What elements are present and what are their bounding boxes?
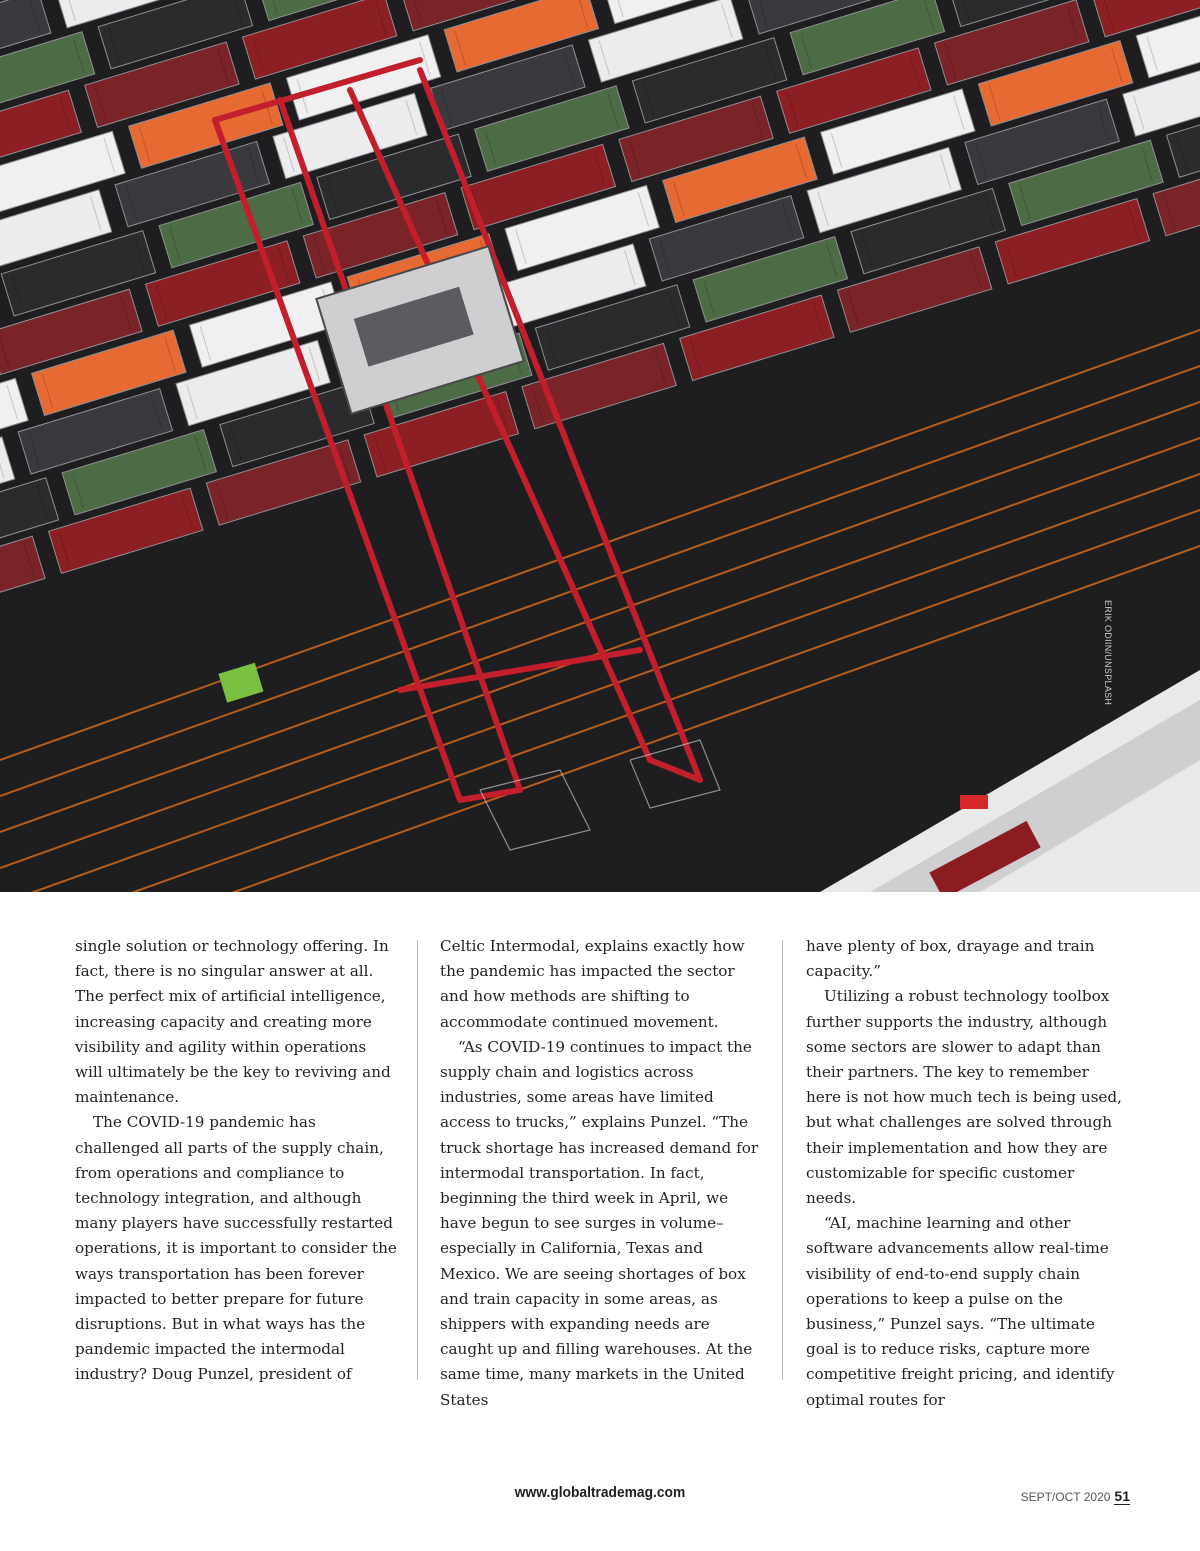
paragraph: “AI, machine learning and other software advancements allow real-time visibility of end-to-end supply chain operations to keep a pulse on the business,” Punzel says. “The ultimate goal is to reduce risks, capture more competitive freight pricing, and identify optimal routes for	[806, 1214, 1115, 1409]
page-folio	[1021, 1488, 1130, 1504]
page-number: 51	[1114, 1488, 1130, 1504]
paragraph: The COVID-19 pandemic has challenged all parts of the supply chain, from operations and compliance to technology integration, and although many players have successfully restarted operations, it is important to consider the ways transportation has been forever impacted to better prepare for future disruptions. But in what ways has the pandemic impacted the intermodal industry? Doug Punzel, president of	[75, 1113, 397, 1384]
article-column-2	[440, 934, 762, 1413]
photo-credit: ERIK ODIIN/UNSPLASH	[1103, 600, 1113, 706]
paragraph: Utilizing a robust technology toolbox further supports the industry, although some sectors are slower to adapt than their partners. The key to remember here is not how much tech is being used, but what challenges are solved through their implementation and how they are customizable for specific customer needs.	[806, 987, 1122, 1208]
paragraph: have plenty of box, drayage and train capacity.”	[806, 937, 1095, 981]
column-divider	[782, 940, 783, 1380]
website-url[interactable]: www.globaltrademag.com	[514, 1484, 686, 1501]
article-column-3	[806, 934, 1128, 1413]
paragraph: “As COVID-19 continues to impact the supply chain and logistics across industries, some areas have limited access to trucks,” explains Punzel. “The truck shortage has increased demand for intermodal transportation. In fact, beginning the third week in April, we have begun to see surges in volume–especially in California, Texas and Mexico. We are seeing shortages of box and train capacity in some areas, as shippers with expanding needs are caught up and filling warehouses. At the same time, many markets in the United States	[440, 1037, 759, 1409]
article-column-1	[75, 934, 397, 1388]
paragraph: Celtic Intermodal, explains exactly how the pandemic has impacted the sector and how methods are shifting to accommodate continued movement.	[440, 937, 745, 1031]
column-divider	[417, 940, 418, 1380]
paragraph: single solution or technology offering. In fact, there is no singular answer at all. The perfect mix of artificial intelligence, increasing capacity and creating more visibility and agility within operations will ultimately be the key to reviving and maintenance.	[75, 937, 391, 1107]
issue-date: SEPT/OCT 2020	[1020, 1490, 1111, 1504]
